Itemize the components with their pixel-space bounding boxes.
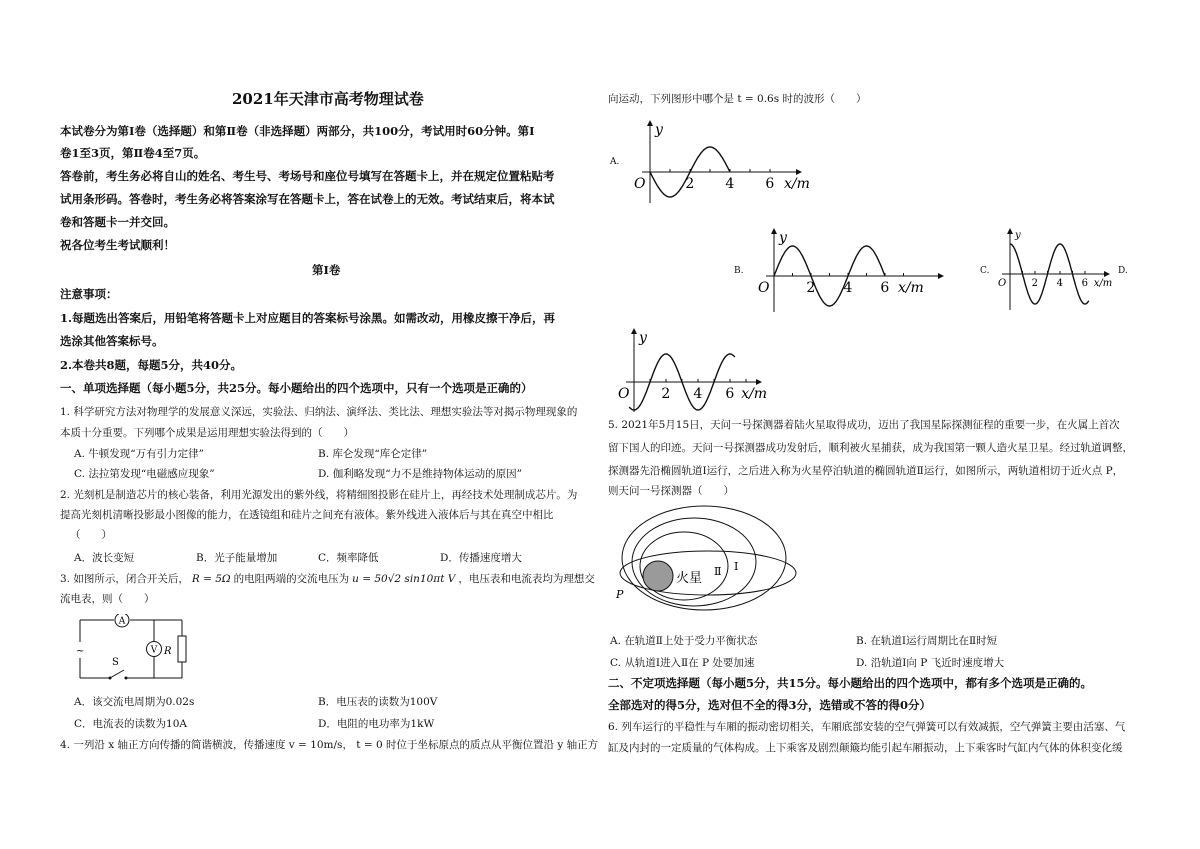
q4-stem-continued: 向运动，下列图形中哪个是 t = 0.6s 时的波形（ ） (608, 93, 867, 105)
q4-wave-b (754, 222, 954, 318)
q5-option-d: D. 沿轨道Ⅰ向 P 飞近时速度增大 (856, 657, 1005, 669)
q5-stem: 5. 2021年5月15日，天问一号探测器着陆火星取得成功，迈出了我国星际探测征程的重要一步，在火属上首次 (608, 419, 1120, 431)
x-axis-label: x/m (741, 386, 768, 402)
q1-stem: 本质十分重要。下列哪个成果是运用理想实验法得到的（ ） (60, 427, 354, 439)
intro-line: 答卷前，考生务必将自山的姓名、考生号、考场号和座位号填写在答题卡上，并在规定位置粘贴考 (60, 169, 555, 183)
orbit-2-label: Ⅱ (714, 565, 722, 578)
voltmeter-label: V (150, 645, 158, 656)
exam-title: 2021年天津市高考物理试卷 (232, 90, 424, 108)
q3-text: 3. 如图所示，闭合开关后， (60, 573, 189, 585)
x-axis-arrow (796, 169, 802, 175)
q4-wave-a (626, 112, 826, 210)
section1-heading: 一、单项选择题（每小题5分，共25分。每小题给出的四个选项中，只有一个选项是正确的） (60, 381, 533, 395)
x-tick-label: 6 (880, 280, 890, 296)
ammeter-label: A (118, 616, 126, 627)
x-axis-label: x/m (784, 176, 810, 192)
resistor-label: R (164, 646, 172, 657)
intro-line: 卷1至3页，第Ⅱ卷4至7页。 (60, 146, 206, 160)
q5-stem: 则天问一号探测器（ ） (608, 485, 734, 497)
mars-icon (643, 561, 673, 591)
x-tick-label: 4 (843, 280, 853, 296)
q2-option-c: C．频率降低 (318, 552, 379, 564)
q2-option-d: D．传播速度增大 (440, 552, 522, 564)
note-line: 2.本卷共8题，每题5分，共40分。 (60, 358, 243, 372)
y-axis-label: y (1015, 230, 1021, 241)
x-tick-label: 4 (725, 176, 735, 192)
x-tick-label: 6 (725, 386, 735, 402)
q2-stem: 提高光刻机清晰投影最小图像的能力，在透镜组和硅片之间充有液体。紫外线进入液体后与其在真空中相比 (60, 509, 554, 521)
q3-option-a: A．该交流电周期为0.02s (74, 696, 195, 708)
q5-option-a: A. 在轨道Ⅱ上处于受力平衡状态 (610, 635, 758, 647)
q4-option-b-label: B. (734, 266, 744, 276)
intro-line: 祝各位考生考试顺利！ (60, 238, 175, 252)
x-tick-label: 2 (1031, 278, 1039, 289)
switch-label: S (112, 657, 119, 668)
y-axis-arrow (647, 120, 653, 126)
note-line: 选涂其他答案标号。 (60, 334, 164, 348)
q1-stem: 1. 科学研究方法对物理学的发展意义深远，实验法、归纳法、演绎法、类比法、理想实验法等对揭示物理现象的 (60, 406, 578, 418)
q3-text: ，电压表和电流表均为理想交 (458, 573, 595, 585)
y-axis-label: y (639, 330, 647, 346)
intro-line: 试用条形码。答卷时，考生务必将答案涂写在答题卡上，答在试卷上的无效。考试结束后，将本试 (60, 192, 555, 206)
x-axis-arrow (756, 379, 762, 385)
q3-resistance: R = 5Ω (191, 573, 231, 585)
ac-source-symbol: ~ (76, 646, 85, 657)
origin-label: O (758, 280, 770, 296)
q2-option-b: B．光子能量增加 (196, 552, 278, 564)
q3-option-c: C．电流表的读数为10A (74, 718, 187, 730)
q6-stem: 缸及内封的一定质量的气体构成。上下乘客及剧烈颠簸均能引起车厢振动，上下乘客时气缸内气体的体积变化缓 (608, 742, 1123, 754)
q4-wave-d (612, 322, 792, 412)
x-tick-label: 2 (806, 280, 816, 296)
q4-option-d-label: D. (1118, 266, 1128, 276)
q2-stem: 2. 光刻机是制造芯片的核心装备，利用光源发出的紫外线，将精细图投影在硅片上，再经技术处理制成芯片。为 (60, 489, 578, 501)
q4-option-c-label: C. (980, 266, 990, 276)
part1-title: 第Ⅰ卷 (312, 263, 341, 277)
q3-voltage-formula: u = 50√2 sin10πt V (352, 573, 456, 585)
section2-heading: 全部选对的得5分，选对但不全的得3分，选错或不答的得0分） (608, 698, 932, 712)
notes-title: 注意事项： (60, 287, 118, 301)
q4-wave-c (998, 222, 1118, 318)
q1-option-d: D. 伽利略发现“力不是维持物体运动的原因” (318, 468, 522, 480)
q3-stem: 流电表，则（ ） (60, 593, 155, 605)
note-line: 1.每题选出答案后，用铅笔将答题卡上对应题目的答案标号涂黑。如需改动，用橡皮擦干净后，再 (60, 311, 556, 325)
q2-option-a: A．波长变短 (74, 552, 135, 564)
q1-option-b: B. 库仑发现“库仑定律” (318, 448, 428, 460)
y-axis-arrow (631, 328, 637, 334)
x-axis-label: x/m (1093, 278, 1113, 289)
q3-option-d: D．电阻的电功率为1kW (318, 718, 435, 730)
q4-option-a-label: A. (610, 157, 620, 167)
intro-line: 卷和答题卡一并交回。 (60, 215, 175, 229)
origin-label: O (634, 176, 646, 192)
x-tick-label: 6 (765, 176, 775, 192)
y-axis-arrow (771, 228, 777, 234)
mars-label: 火星 (676, 571, 703, 586)
x-axis-arrow (1104, 271, 1110, 277)
x-axis-label: x/m (897, 280, 924, 296)
x-tick-label: 2 (685, 176, 695, 192)
q3-text: 的电阻两端的交流电压为 (233, 573, 350, 585)
q3-stem (60, 572, 595, 586)
y-axis-arrow (1007, 228, 1013, 234)
q4-stem: 4. 一列沿 x 轴正方向传播的简谐横波，传播速度 v = 10m/s， t = 0 时位于坐标原点的质点从平衡位置沿 y 轴正方 (60, 739, 599, 751)
q5-stem: 留下国人的印迹。天问一号探测器成功发射后，顺利被火星捕获，成为我国第一颗人造火星卫星。经过轨道调整， (608, 442, 1133, 454)
x-tick-label: 4 (693, 386, 703, 402)
orbit-1-label: Ⅰ (734, 560, 739, 573)
intro-line: 本试卷分为第Ⅰ卷（选择题）和第Ⅱ卷（非选择题）两部分，共100分，考试用时60分钟。第Ⅰ (60, 124, 535, 138)
q1-option-a: A. 牛顿发现“万有引力定律” (74, 448, 204, 460)
q5-stem: 探测器先沿椭圆轨道Ⅰ运行，之后进入称为火星停泊轨道的椭圆轨道Ⅱ运行，如图所示，两轨道相切于近火点 P， (608, 465, 1124, 477)
section2-heading: 二、不定项选择题（每小题5分，共15分。每小题给出的四个选项中，都有多个选项是正确的。 (608, 676, 1093, 690)
y-axis-label: y (655, 122, 663, 138)
origin-label: O (618, 386, 630, 402)
q6-stem: 6. 列车运行的平稳性与车厢的振动密切相关，车厢底部安装的空气弹簧可以有效减振，空气弹簧主要由活塞、气 (608, 721, 1126, 733)
q1-option-c: C. 法拉第发现“电磁感应现象” (74, 468, 215, 480)
x-tick-label: 2 (661, 386, 671, 402)
point-p-label: P (616, 588, 624, 601)
x-tick-label: 6 (1081, 278, 1089, 289)
q3-option-b: B．电压表的读数为100V (318, 696, 438, 708)
origin-label: O (998, 278, 1007, 289)
x-tick-label: 4 (1056, 278, 1064, 289)
q3-circuit-diagram (74, 614, 202, 684)
x-axis-arrow (938, 273, 944, 279)
q5-option-c: C. 从轨道Ⅰ进入Ⅱ在 P 处要加速 (610, 657, 755, 669)
q5-orbit-diagram (614, 500, 804, 612)
y-axis-label: y (779, 230, 787, 246)
q5-option-b: B. 在轨道Ⅰ运行周期比在Ⅱ时短 (856, 635, 998, 647)
q2-stem: （ ） (70, 529, 112, 541)
